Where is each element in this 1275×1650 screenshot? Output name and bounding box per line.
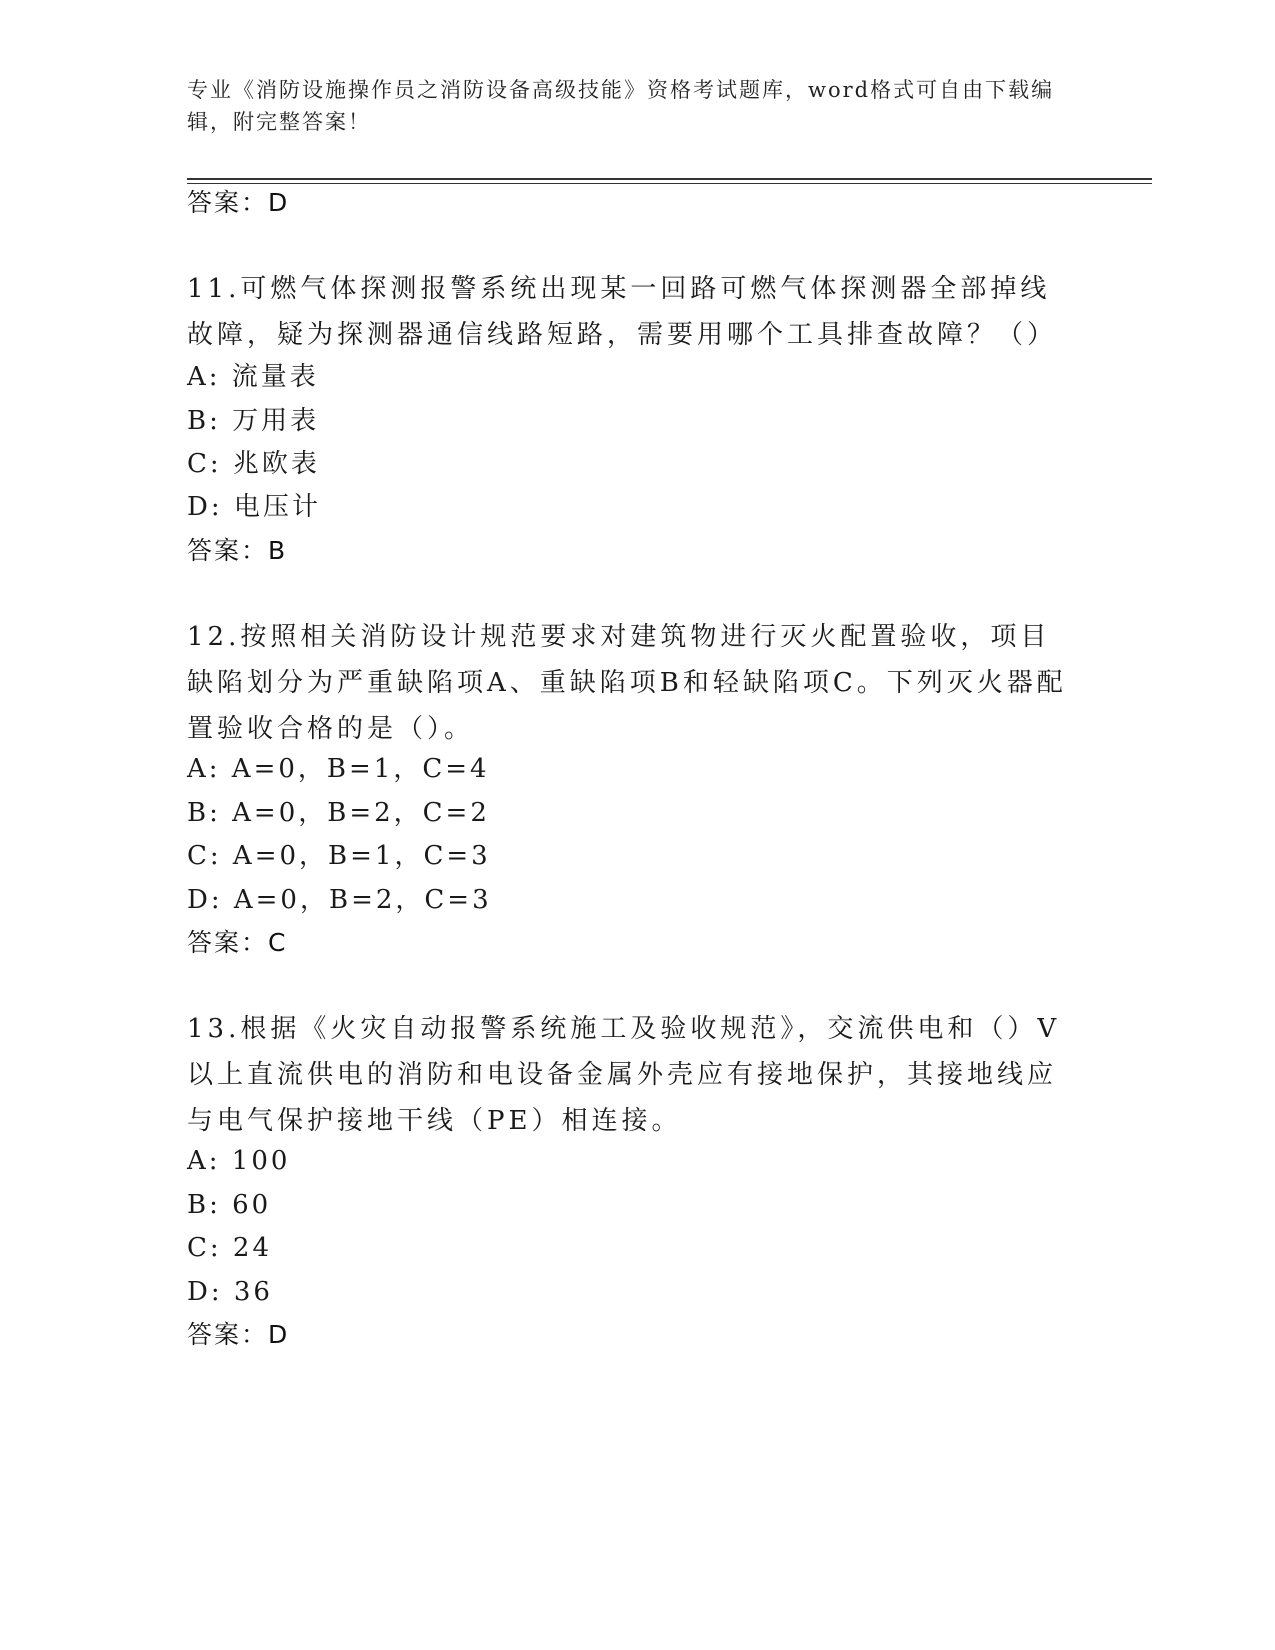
answer-line: 答案：D (187, 188, 290, 217)
option-c: C: A=0，B=1，C=3 (187, 841, 491, 871)
option-d: D: 36 (187, 1277, 273, 1307)
question-stem: 11.可燃气体探测报警系统出现某一回路可燃气体探测器全部掉线故障，疑为探测器通信线路短路，需要用哪个工具排查故障？（） (187, 274, 1058, 350)
option-a: A: 流量表 (187, 362, 319, 392)
option-c: C: 兆欧表 (187, 449, 320, 479)
option-d: D: A=0，B=2，C=3 (187, 885, 492, 915)
option-b: B: 万用表 (187, 406, 320, 436)
option-b: B: 60 (187, 1190, 272, 1220)
option-c: C: 24 (187, 1233, 273, 1263)
answer-line: 答案：C (187, 928, 288, 957)
answer-line: 答案：B (187, 536, 288, 565)
header-divider (187, 178, 1152, 180)
option-a: A: A=0，B=1，C=4 (187, 754, 490, 784)
answer-line: 答案：D (187, 1320, 290, 1349)
header-divider-thin (187, 183, 1152, 184)
option-d: D: 电压计 (187, 492, 321, 522)
document-header: 专业《消防设施操作员之消防设备高级技能》资格考试题库，word格式可自由下载编辑，附完整答案！ (187, 78, 1055, 134)
question-stem: 13.根据《火灾自动报警系统施工及验收规范》，交流供电和（）V以上直流供电的消防和电设备金属外壳应有接地保护，其接地线应与电气保护接地干线（PE）相连接。 (187, 1014, 1061, 1136)
question-stem: 12.按照相关消防设计规范要求对建筑物进行灭火配置验收，项目缺陷划分为严重缺陷项A、重缺陷项B和轻缺陷项C。下列灭火器配置验收合格的是（）。 (187, 622, 1067, 744)
option-a: A: 100 (187, 1146, 291, 1176)
option-b: B: A=0，B=2，C=2 (187, 798, 490, 828)
